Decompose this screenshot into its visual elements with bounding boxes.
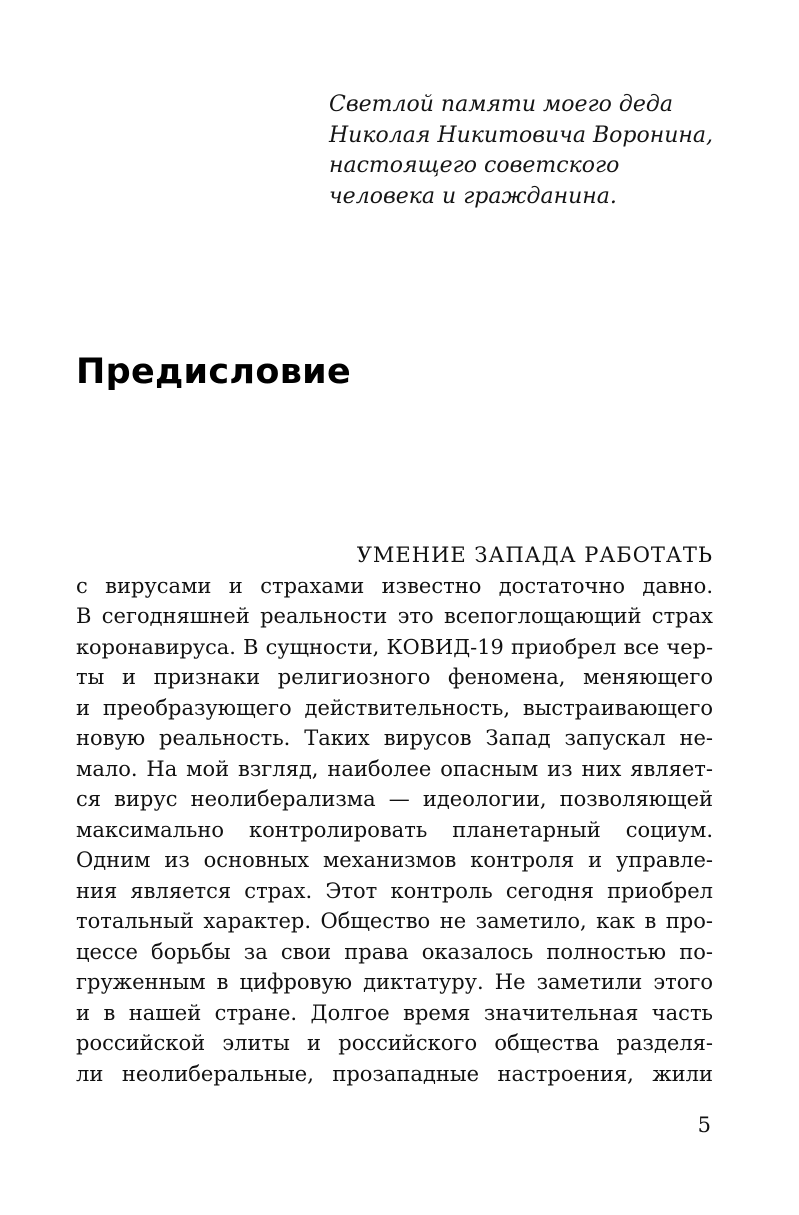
dedication <box>329 90 769 212</box>
paragraph-line: новую реальность. Таких вирусов Запад запускал не- <box>76 726 713 750</box>
paragraph-line: УМЕНИЕ ЗАПАДА РАБОТАТЬ <box>356 543 713 567</box>
paragraph-line: цессе борьбы за свои права оказалось полностью по- <box>76 939 713 964</box>
dedication-line: настоящего советского <box>329 153 620 178</box>
paragraph-line: и в нашей стране. Долгое время значительная часть <box>76 1000 713 1025</box>
dedication-line: человека и гражданина. <box>329 183 617 209</box>
chapter-heading: Предисловие <box>76 352 352 392</box>
paragraph-line: В сегодняшней реальности это всепоглощающий страх <box>76 604 713 628</box>
paragraph-line: Одним из основных механизмов контроля и управле- <box>76 848 713 872</box>
paragraph-line: мало. На мой взгляд, наиболее опасным из них являет- <box>76 756 713 781</box>
paragraph-line: ты и признаки религиозного феномена, меняющего <box>76 665 713 689</box>
paragraph-line: ли неолиберальные, прозападные настроения, жили <box>76 1061 713 1086</box>
paragraph-line: российской элиты и российского общества разделя- <box>76 1031 713 1055</box>
paragraph-line: ния является страх. Этот контроль сегодня приобрел <box>76 878 713 903</box>
paragraph-line: груженным в цифровую диктатуру. Не заметили этого <box>76 970 713 994</box>
page-number: 5 <box>697 1113 711 1137</box>
paragraph-line: с вирусами и страхами известно достаточно давно. <box>76 573 713 598</box>
dedication-line: Светлой памяти моего деда <box>329 92 673 117</box>
dedication-line: Николая Никитовича Воронина, <box>329 122 713 148</box>
paragraph-line: ся вирус неолиберализма — идеологии, позволяющей <box>76 787 713 811</box>
body-paragraph <box>76 540 713 1089</box>
paragraph-line: тотальный характер. Общество не заметило, как в про- <box>76 909 713 933</box>
paragraph-line: максимально контролировать планетарный социум. <box>76 817 713 842</box>
paragraph-line: коронавируса. В сущности, КОВИД-19 приобрел все чер- <box>76 634 713 659</box>
paragraph-line: и преобразующего действительность, выстраивающего <box>76 695 713 720</box>
